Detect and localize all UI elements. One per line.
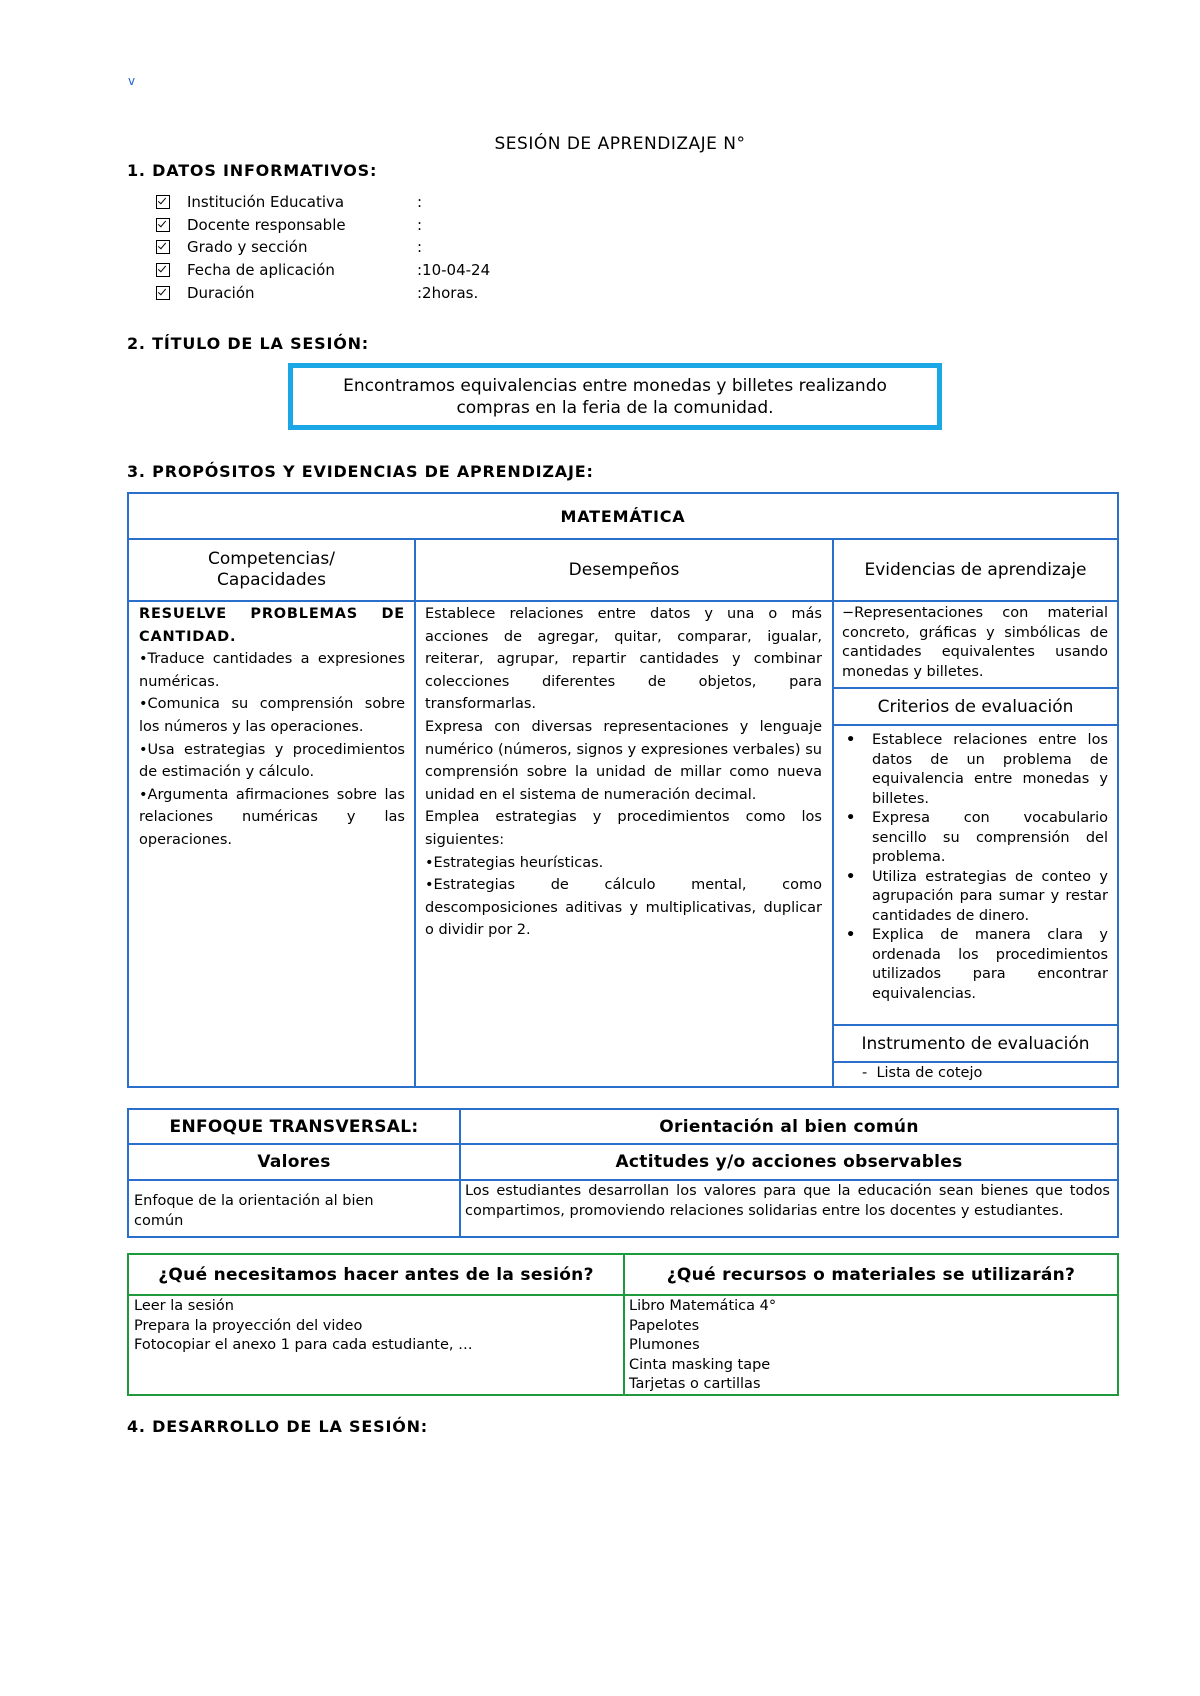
info-row-docente [156, 214, 490, 237]
capacidad-item: •Traduce cantidades a expresiones numéricas. [139, 651, 405, 690]
list-item: Libro Matemática 4° [629, 1298, 777, 1314]
col-header-evidencias: Evidencias de aprendizaje [864, 559, 1087, 580]
col-header-actitudes: Actitudes y/o acciones observables [615, 1152, 963, 1172]
info-value: : [417, 215, 423, 234]
divider [129, 600, 1117, 602]
preparation-table [127, 1253, 1119, 1396]
desempeno-item: Expresa con diversas representaciones y lenguaje numérico (números, signos y expresiones verbales) su comprensión sobre la unidad de millar como nueva unidad en el sistema de numeración decimal. [425, 718, 822, 803]
divider [414, 538, 416, 1086]
list-item: Cinta masking tape [629, 1356, 771, 1373]
enfoque-table [127, 1108, 1119, 1238]
info-row-grado [156, 236, 490, 259]
col-header-valores: Valores [257, 1152, 331, 1172]
corner-mark: v [128, 74, 136, 88]
capacidad-item: •Usa estrategias y procedimientos de estimación y cálculo. [139, 741, 405, 781]
list-item: Fotocopiar el anexo 1 para cada estudiante, … [134, 1337, 473, 1354]
section-4-heading: 4. DESARROLLO DE LA SESIÓN: [127, 1417, 428, 1436]
instrumento-value: - Lista de cotejo [862, 1065, 983, 1081]
divider [832, 538, 834, 1086]
info-list [156, 191, 490, 304]
area-heading: MATEMÁTICA [560, 506, 686, 526]
info-row-institucion [156, 191, 490, 214]
list-item: Papelotes [629, 1317, 700, 1334]
section-2-heading: 2. TÍTULO DE LA SESIÓN: [127, 334, 370, 353]
checkbox-icon [156, 286, 170, 300]
desempeno-item: Emplea estrategias y procedimientos como los siguientes: [425, 809, 822, 848]
criterio-item: • Explica de manera clara y ordenada los procedimientos utilizados para encontrar equivalencias. [842, 926, 1108, 1004]
section-3-heading: 3. PROPÓSITOS Y EVIDENCIAS DE APRENDIZAJE: [127, 462, 594, 481]
session-title-box [288, 363, 942, 430]
recursos-list [629, 1297, 1109, 1395]
criterio-item: • Expresa con vocabulario sencillo su comprensión del problema. [842, 809, 1108, 868]
checkbox-icon [156, 195, 170, 209]
desempeno-item: Establece relaciones entre datos y una o más acciones de agregar, quitar, comparar, igualar, reiterar, agrupar, repartir cantidades y combinar colecciones diferentes de objetos, para transformarlas. [425, 606, 822, 713]
actitud-cell: Los estudiantes desarrollan los valores para que la educación sean bienes que todos compartimos, promoviendo relaciones solidarias entre los docentes y estudiantes. [465, 1183, 1110, 1219]
col-header-antes: ¿Qué necesitamos hacer antes de la sesión? [158, 1264, 594, 1285]
list-item: Tarjetas o cartillas [629, 1376, 761, 1393]
info-label: Institución Educativa [187, 193, 345, 212]
info-value: : [417, 193, 423, 212]
info-row-duracion [156, 281, 490, 304]
enfoque-name: Orientación al bien común [659, 1116, 919, 1137]
col-header-recursos: ¿Qué recursos o materiales se utilizarán? [666, 1264, 1076, 1285]
capacidad-item: •Comunica su comprensión sobre los números y las operaciones. [139, 696, 405, 735]
list-item: Plumones [629, 1337, 700, 1354]
divider [129, 1179, 1117, 1181]
criterios-list [842, 731, 1108, 1004]
competencia-title: RESUELVE PROBLEMAS DE [139, 606, 405, 622]
checkbox-icon [156, 240, 170, 254]
info-value: :2horas. [417, 283, 479, 302]
list-item: Prepara la proyección del video [134, 1317, 363, 1334]
info-label: Duración [187, 283, 255, 302]
col-header-competencias [129, 540, 414, 600]
criterios-heading: Criterios de evaluación [877, 696, 1074, 717]
info-row-fecha [156, 259, 490, 282]
desempeno-item: •Estrategias heurísticas. [425, 854, 604, 871]
col-header-desempenos: Desempeños [568, 559, 680, 580]
checkbox-icon [156, 263, 170, 277]
desempenos-cell [425, 603, 822, 942]
desempeno-item: •Estrategias de cálculo mental, como descomposiciones aditivas y multiplicativas, duplicar o dividir por 2. [425, 877, 822, 939]
antes-list [134, 1297, 614, 1356]
section-1-heading: 1. DATOS INFORMATIVOS: [127, 161, 378, 180]
info-value: : [417, 238, 423, 257]
enfoque-label: ENFOQUE TRANSVERSAL: [169, 1116, 419, 1137]
list-item: Leer la sesión [134, 1298, 234, 1314]
info-label: Docente responsable [187, 215, 346, 234]
competencia-title: CANTIDAD. [139, 628, 237, 645]
competencias-cell [139, 603, 405, 852]
purposes-table [127, 492, 1119, 1088]
col-header-text: Competencias/ [207, 549, 336, 569]
evidencia-cell: −Representaciones con material concreto, gráficas y simbólicas de cantidades equivalentes usando monedas y billetes. [842, 605, 1108, 680]
document-title: SESIÓN DE APRENDIZAJE N° [494, 134, 746, 154]
divider [832, 724, 1117, 726]
session-title-line-2: compras en la feria de la comunidad. [456, 397, 774, 418]
checkbox-icon [156, 218, 170, 232]
session-title-line-1: Encontramos equivalencias entre monedas y billetes realizando [343, 375, 887, 396]
info-value: :10-04-24 [417, 261, 491, 280]
instrumento-heading: Instrumento de evaluación [861, 1033, 1090, 1054]
valor-cell: Enfoque de la orientación al bien común [134, 1193, 374, 1229]
capacidad-item: •Argumenta afirmaciones sobre las relaciones numéricas y las operaciones. [139, 786, 405, 848]
criterio-item: • Establece relaciones entre los datos de un problema de equivalencia entre monedas y billetes. [842, 731, 1108, 809]
info-label: Fecha de aplicación [187, 261, 335, 280]
criterio-item: • Utiliza estrategias de conteo y agrupación para sumar y restar cantidades de dinero. [842, 868, 1108, 927]
info-label: Grado y sección [187, 238, 308, 257]
col-header-text: Capacidades [217, 570, 326, 590]
